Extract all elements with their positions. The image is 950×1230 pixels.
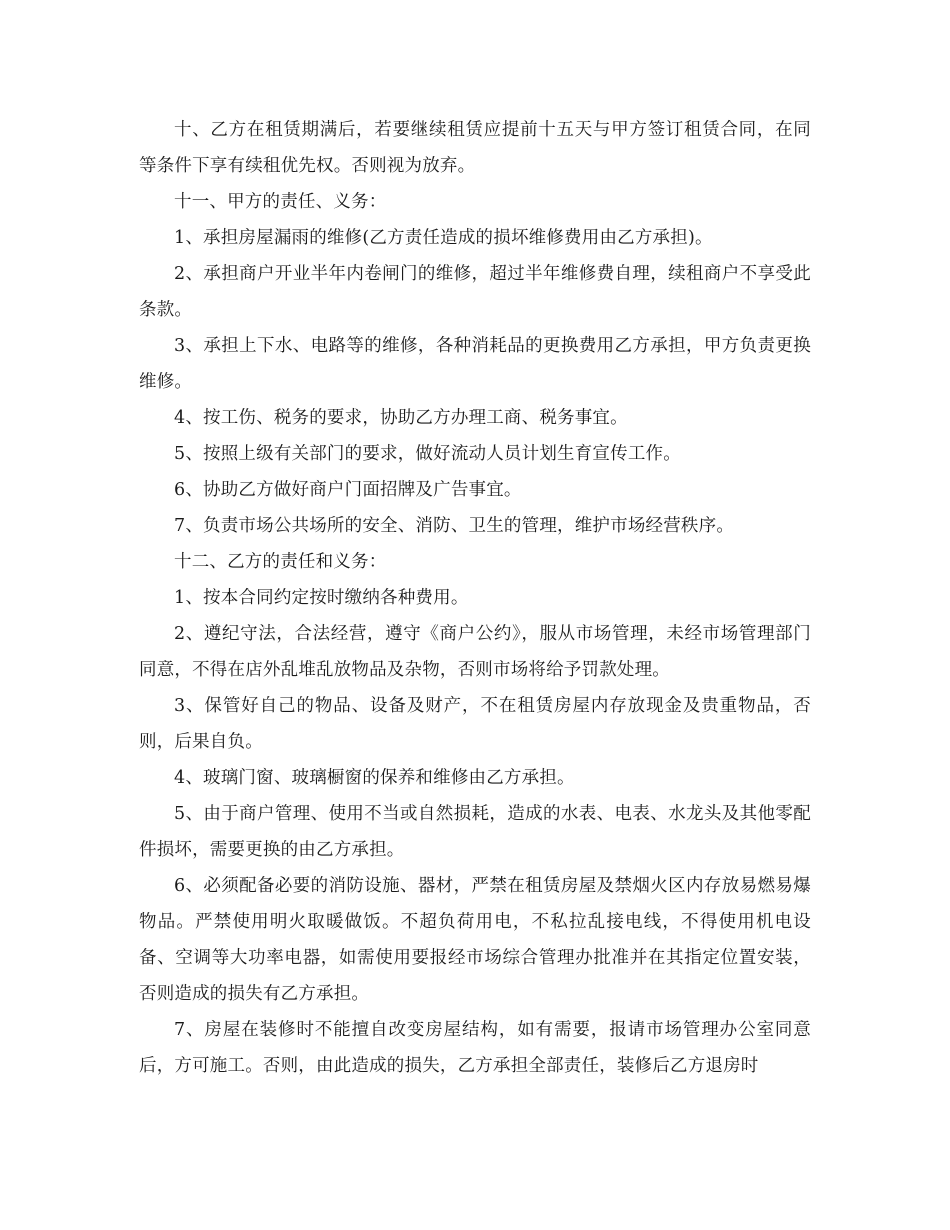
clause-12-item-4: 4、玻璃门窗、玻璃橱窗的保养和维修由乙方承担。 xyxy=(174,768,575,788)
clause-11-item-3: 3、承担上下水、电路等的维修，各种消耗品的更换费用乙方承担，甲方负责更换维修。 xyxy=(139,336,811,392)
clause-12-item-2: 2、遵纪守法，合法经营，遵守《商户公约》，服从市场管理，未经市场管理部门同意，不得在店外乱堆乱放物品及杂物，否则市场将给予罚款处理。 xyxy=(139,624,811,680)
clause-12-item-3: 3、保管好自己的物品、设备及财产，不在租赁房屋内存放现金及贵重物品，否则，后果自负。 xyxy=(139,696,811,752)
clause-12-item-5: 5、由于商户管理、使用不当或自然损耗，造成的水表、电表、水龙头及其他零配件损坏，需要更换的由乙方承担。 xyxy=(139,804,811,860)
clause-11-item-2: 2、承担商户开业半年内卷闸门的维修，超过半年维修费自理，续租商户不享受此条款。 xyxy=(139,264,811,320)
clause-11-item-5: 5、按照上级有关部门的要求，做好流动人员计划生育宣传工作。 xyxy=(174,444,681,464)
clause-12-heading: 十二、乙方的责任和义务： xyxy=(174,552,387,572)
clause-11-item-6: 6、协助乙方做好商户门面招牌及广告事宜。 xyxy=(174,480,522,500)
clause-12-item-7: 7、房屋在装修时不能擅自改变房屋结构，如有需要，报请市场管理办公室同意后，方可施工。否则，由此造成的损失，乙方承担全部责任，装修后乙方退房时 xyxy=(139,1020,811,1076)
clause-12-item-6: 6、必须配备必要的消防设施、器材，严禁在租赁房屋及禁烟火区内存放易燃易爆物品。严禁使用明火取暖做饭。不超负荷用电，不私拉乱接电线，不得使用机电设备、空调等大功率电器，如需使用要报经市场综合管理办批准并在其指定位置安装，否则造成的损失有乙方承担。 xyxy=(139,876,811,1004)
clause-11-item-7: 7、负责市场公共场所的安全、消防、卫生的管理，维护市场经营秩序。 xyxy=(174,516,735,536)
clause-11-item-4: 4、按工伤、税务的要求，协助乙方办理工商、税务事宜。 xyxy=(174,408,628,428)
document-body xyxy=(139,112,811,1084)
clause-12-item-1: 1、按本合同约定按时缴纳各种费用。 xyxy=(174,588,469,608)
clause-11-item-1: 1、承担房屋漏雨的维修(乙方责任造成的损坏维修费用由乙方承担)。 xyxy=(174,228,713,248)
clause-10-renewal: 十、乙方在租赁期满后，若要继续租赁应提前十五天与甲方签订租赁合同，在同等条件下享有续租优先权。否则视为放弃。 xyxy=(139,120,811,176)
clause-11-heading: 十一、甲方的责任、义务： xyxy=(174,192,387,212)
